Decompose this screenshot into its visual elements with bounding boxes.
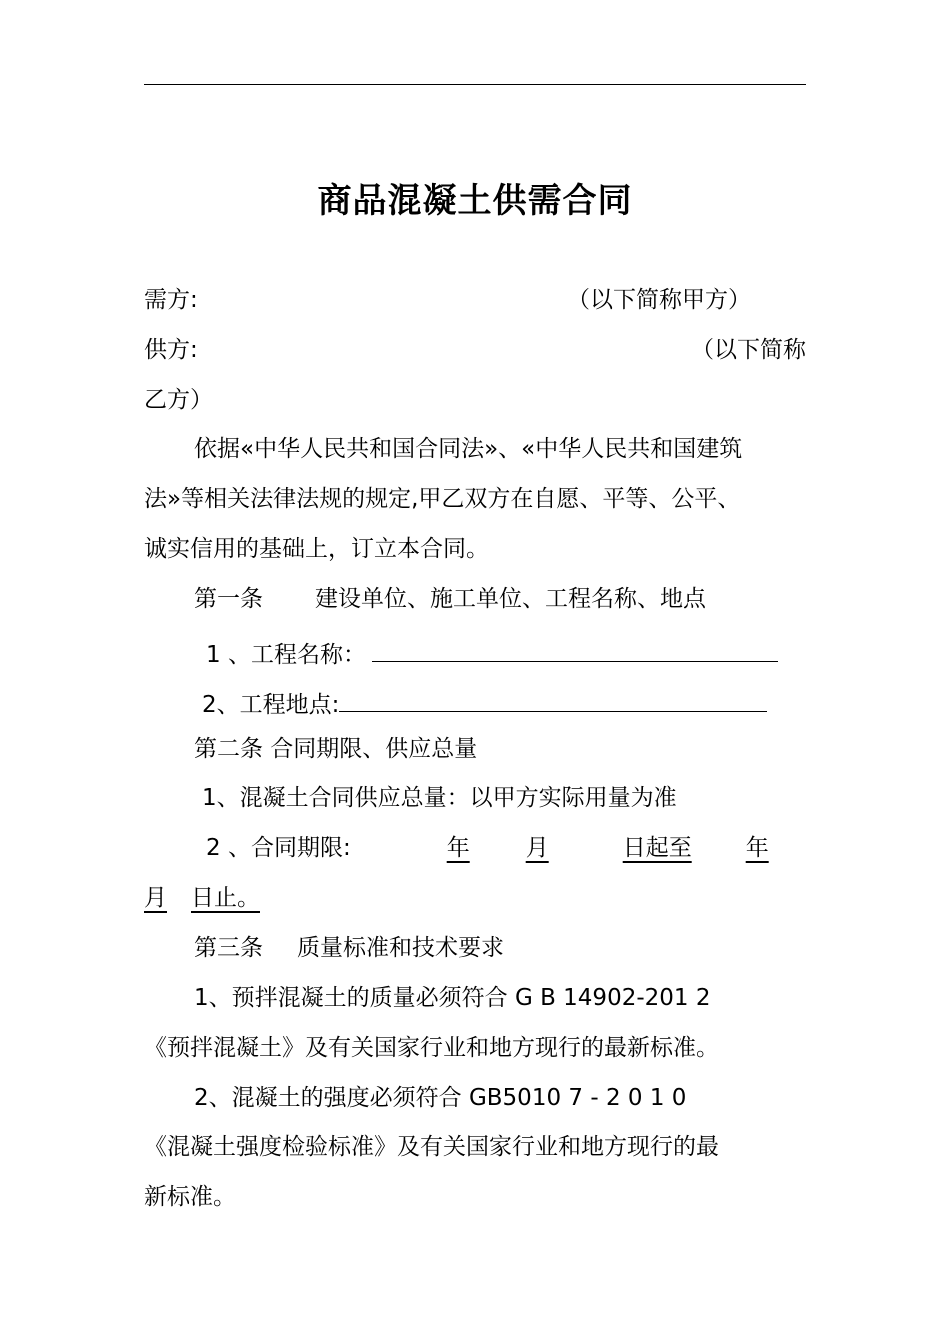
article-3-item-2-line-1: 2、混凝土的强度必须符合 GB5010 7 - 2 0 1 0 xyxy=(194,1085,687,1111)
intro-line-3: 诚实信用的基础上，订立本合同。 xyxy=(144,536,489,562)
party-b-note-cont: 乙方） xyxy=(144,387,213,413)
article-3-item-2-line-2: 《混凝土强度检验标准》及有关国家行业和地方现行的最 xyxy=(144,1134,719,1160)
party-b-line xyxy=(144,334,806,366)
project-location-blank xyxy=(339,683,767,712)
article-3-item-2-line-3: 新标准。 xyxy=(144,1184,236,1210)
party-b-note: （以下简称 xyxy=(691,337,806,363)
contract-term-end xyxy=(144,885,268,911)
term-end-day: 日止。 xyxy=(191,885,260,911)
term-start-year: 年 xyxy=(446,835,470,861)
article-3-item-1-line-1: 1、预拌混凝土的质量必须符合 G B 14902-201 2 xyxy=(194,985,711,1011)
article-1-item-1 xyxy=(144,633,806,671)
party-a-line xyxy=(144,284,806,316)
contract-term-label: 2 、合同期限: xyxy=(206,835,351,861)
article-2-item-1: 1、混凝土合同供应总量：以甲方实际用量为准 xyxy=(202,785,677,811)
article-2-item-2-cont xyxy=(144,882,806,914)
intro-line-1: 依据«中华人民共和国合同法»、«中华人民共和国建筑 xyxy=(194,436,743,462)
project-location-label: 2、工程地点: xyxy=(202,692,340,718)
contract-term-dates xyxy=(351,835,769,861)
article-1-title: 建设单位、施工单位、工程名称、地点 xyxy=(315,586,706,612)
article-2-heading: 第二条 合同期限、供应总量 xyxy=(194,736,478,762)
article-1-number: 第一条 xyxy=(194,586,263,612)
term-end-year: 年 xyxy=(745,835,769,861)
term-end-month: 月 xyxy=(144,885,167,911)
article-2-item-2 xyxy=(144,832,806,864)
article-3-number: 第三条 xyxy=(194,935,263,961)
article-3-item-1-line-2: 《预拌混凝土》及有关国家行业和地方现行的最新标准。 xyxy=(144,1035,719,1061)
party-a-label: 需方: xyxy=(144,287,198,313)
document-title: 商品混凝土供需合同 xyxy=(317,181,633,221)
project-name-blank xyxy=(372,633,778,662)
party-b-label: 供方: xyxy=(144,337,198,363)
term-start-month: 月 xyxy=(525,835,549,861)
article-3-heading xyxy=(144,932,806,964)
party-a-note: （以下简称甲方） xyxy=(567,287,751,313)
article-1-heading xyxy=(144,583,806,615)
article-1-item-2 xyxy=(144,683,806,721)
project-name-label: 1 、工程名称： xyxy=(206,642,366,668)
intro-line-2: 法»等相关法律法规的规定,甲乙双方在自愿、平等、公平、 xyxy=(144,486,741,512)
header-rule xyxy=(144,84,806,85)
article-3-title: 质量标准和技术要求 xyxy=(297,935,504,961)
term-start-day: 日起至 xyxy=(622,835,692,861)
